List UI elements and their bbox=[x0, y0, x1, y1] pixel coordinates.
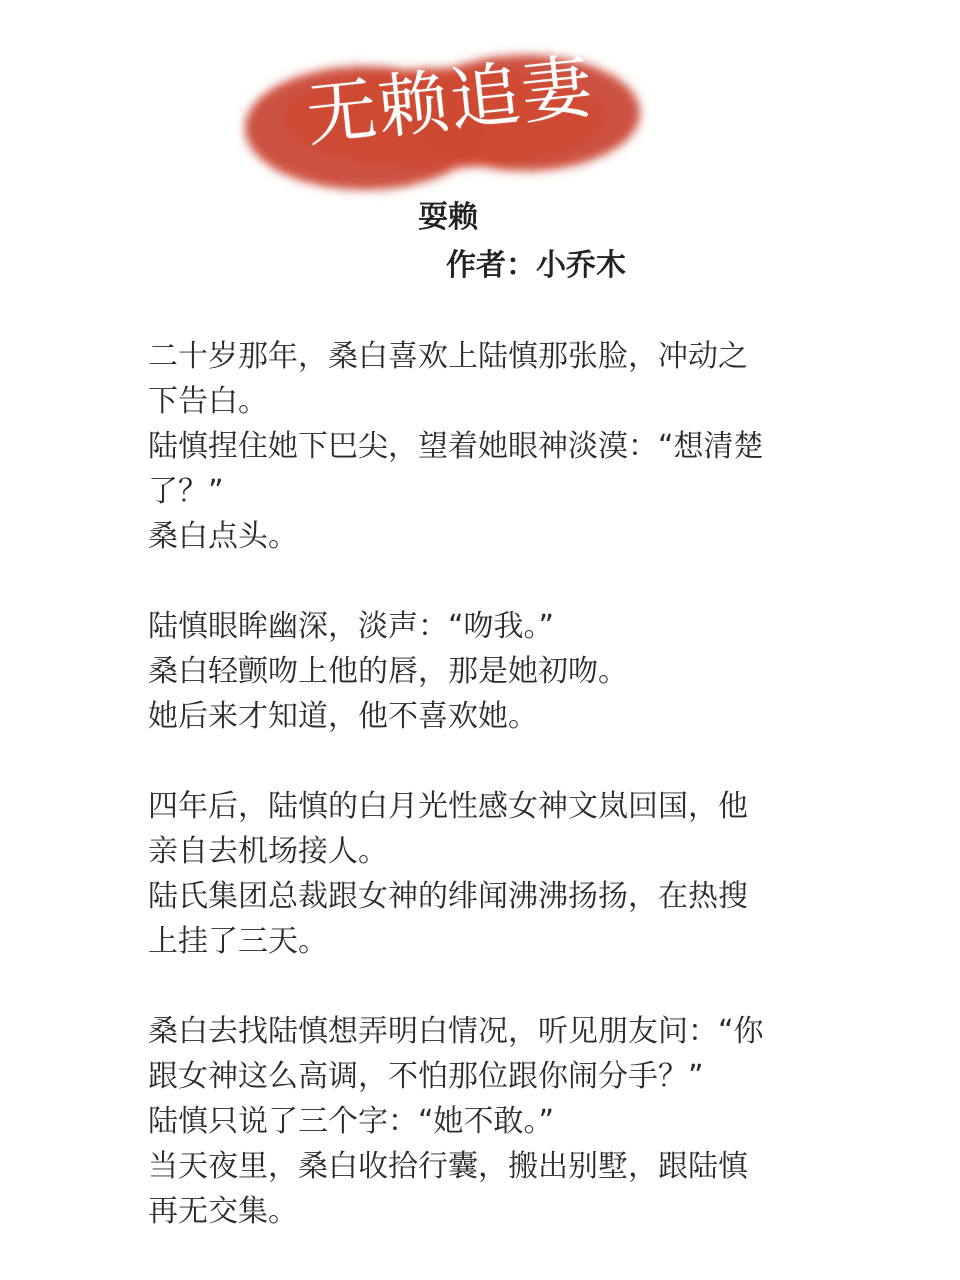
text-line: 陆慎眼眸幽深，淡声：“吻我。” bbox=[148, 609, 555, 644]
text-line: 跟女神这么高调，不怕那位跟你闹分手？” bbox=[148, 1059, 704, 1094]
text-line: 陆氏集团总裁跟女神的绯闻沸沸扬扬，在热搜 bbox=[148, 879, 748, 914]
text-line: 下告白。 bbox=[148, 384, 268, 419]
text-line: 当天夜里，桑白收拾行囊，搬出别墅，跟陆慎 bbox=[148, 1149, 748, 1184]
text-line: 了？” bbox=[148, 474, 224, 509]
text-line: 桑白点头。 bbox=[148, 519, 298, 554]
text-line: 陆慎只说了三个字：“她不敢。” bbox=[148, 1104, 555, 1139]
paragraph bbox=[148, 334, 813, 559]
paragraph bbox=[148, 784, 813, 964]
text-line: 亲自去机场接人。 bbox=[148, 834, 388, 869]
story-body bbox=[148, 334, 813, 1279]
text-line: 再无交集。 bbox=[148, 1194, 298, 1229]
paragraph bbox=[148, 604, 813, 739]
text-line: 她后来才知道，他不喜欢她。 bbox=[148, 699, 538, 734]
banner-title: 无赖追妻 bbox=[302, 45, 598, 157]
author-line bbox=[446, 248, 626, 284]
author-label: 作者： bbox=[446, 248, 536, 283]
text-line: 二十岁那年，桑白喜欢上陆慎那张脸，冲动之 bbox=[148, 339, 748, 374]
author-name: 小乔木 bbox=[536, 248, 626, 283]
text-line: 桑白去找陆慎想弄明白情况，听见朋友问：“你 bbox=[148, 1014, 764, 1049]
text-line: 桑白轻颤吻上他的唇，那是她初吻。 bbox=[148, 654, 628, 689]
paragraph bbox=[148, 1009, 813, 1234]
text-line: 上挂了三天。 bbox=[148, 924, 328, 959]
subtitle: 耍赖 bbox=[418, 200, 478, 235]
title-banner bbox=[225, 18, 665, 218]
text-line: 陆慎捏住她下巴尖，望着她眼神淡漠：“想清楚 bbox=[148, 429, 764, 464]
text-line: 四年后，陆慎的白月光性感女神文岚回国，他 bbox=[148, 789, 748, 824]
